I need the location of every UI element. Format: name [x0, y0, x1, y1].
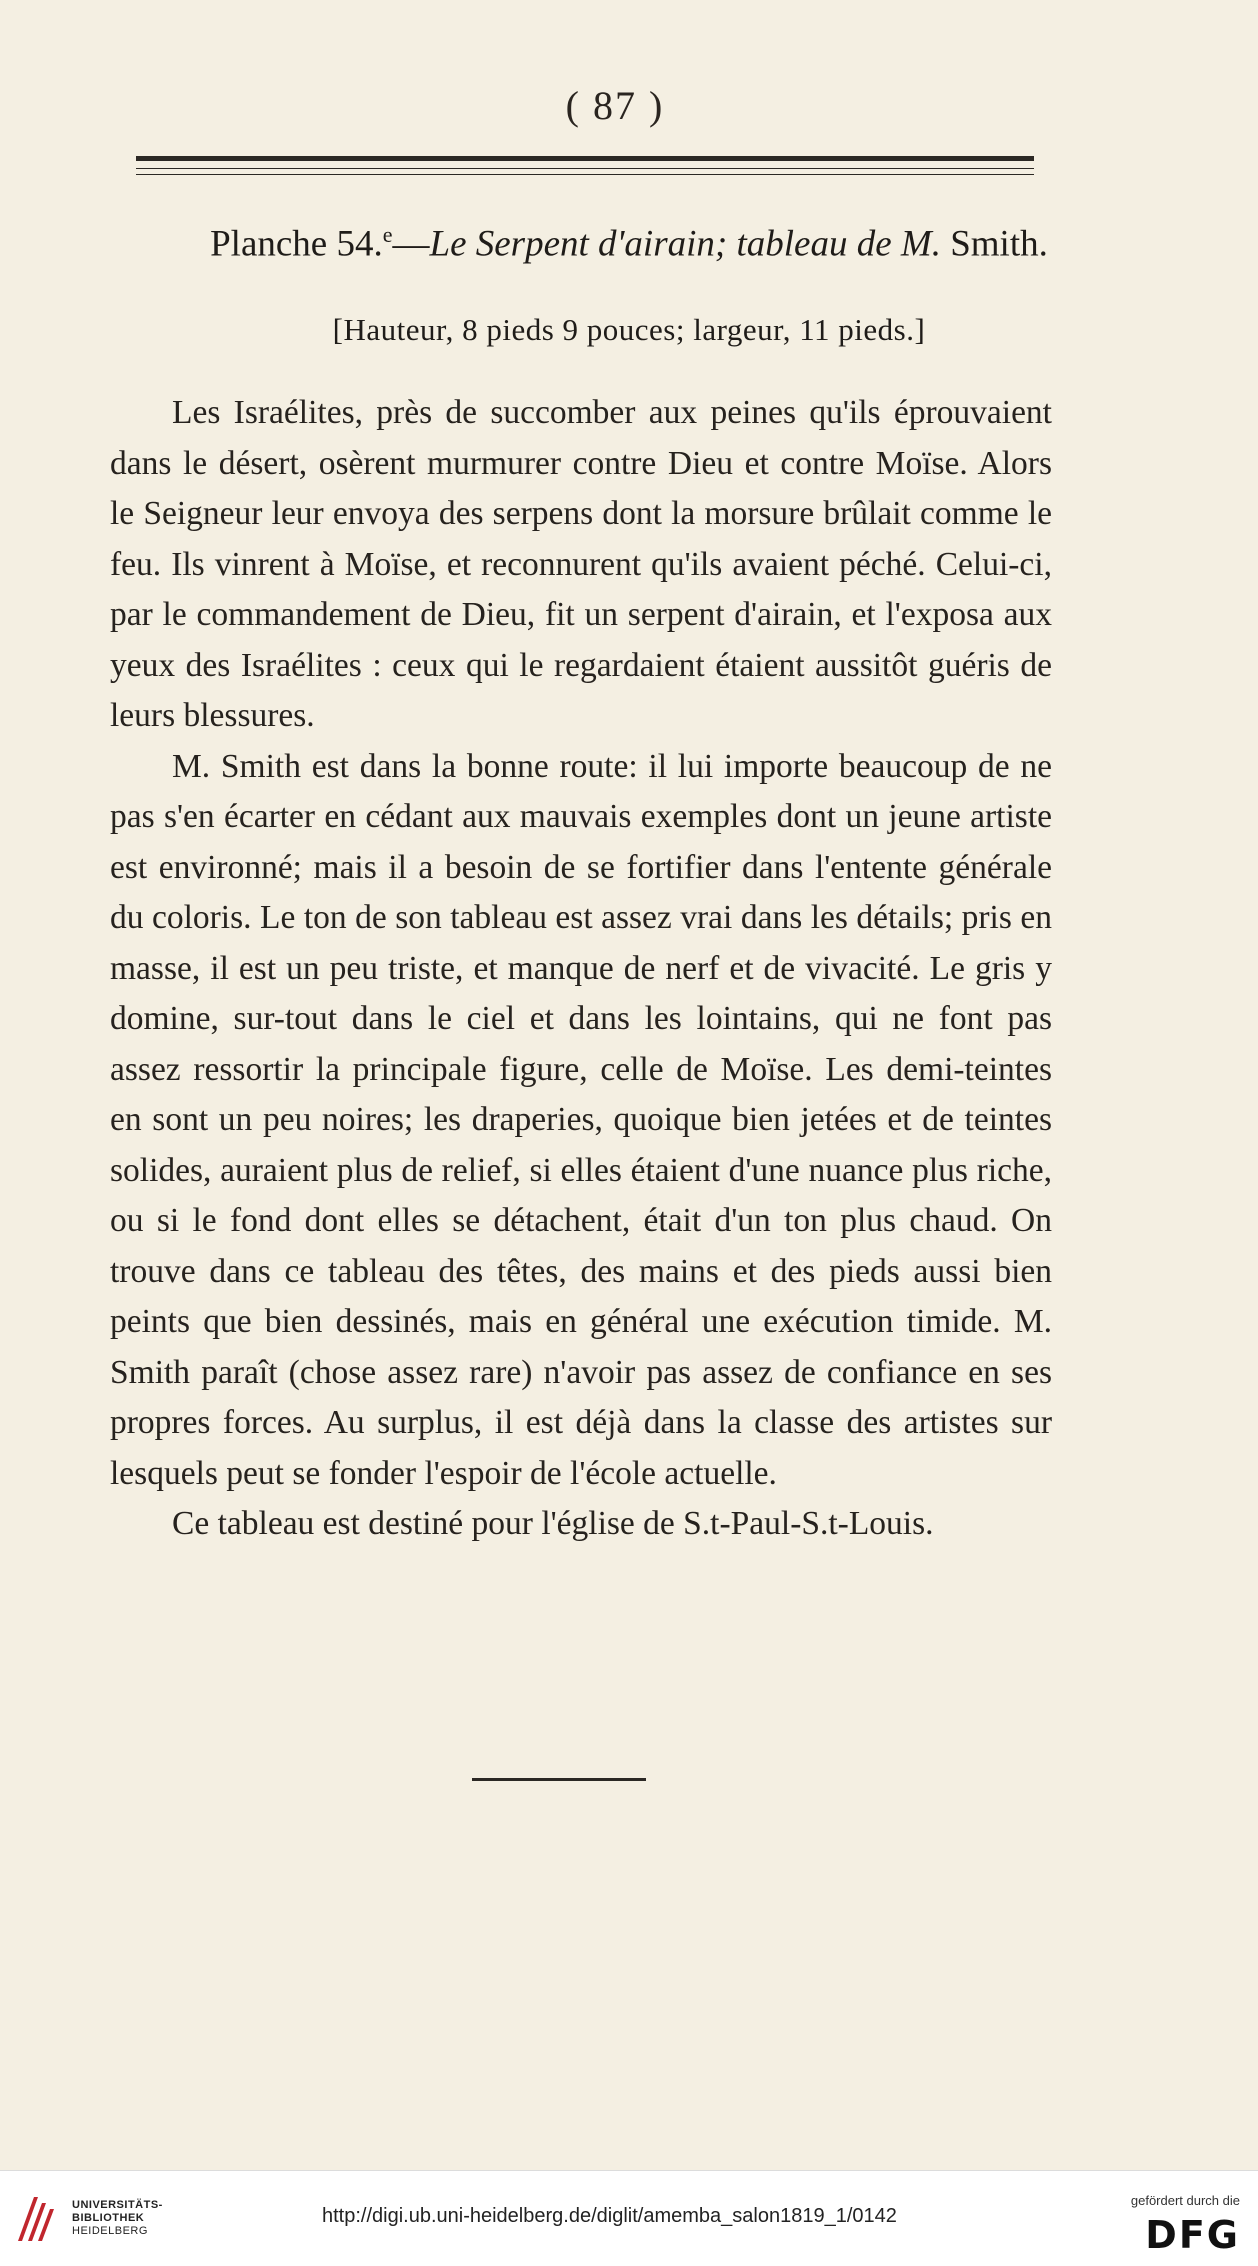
header-rule-thin [136, 168, 1034, 169]
body-text [110, 388, 1052, 1550]
plate-title [0, 222, 1258, 265]
title-prefix: Planche 54. [210, 223, 383, 265]
header-rule-thick [136, 156, 1034, 161]
header-rule-thin-2 [136, 174, 1034, 175]
dfg-logo: DFG [1145, 2213, 1240, 2257]
title-dash: — [392, 223, 430, 265]
library-name-line-1: UNIVERSITÄTS- [72, 2199, 163, 2211]
university-library-logo-icon [14, 2193, 56, 2245]
paragraph-1: Les Israélites, près de succomber aux peines qu'ils éprouvaient dans le désert, osèrent murmurer contre Dieu et contre Moïse. Alors le Seigneur leur envoya des serpens dont la morsure brûlait comme le feu. Ils vinrent à Moïse, et reconnurent qu'ils avaient péché. Celui-ci, par le commandement de Dieu, fit un serpent d'airain, et l'exposa aux yeux des Israélites : ceux qui le regardaient étaient aussitôt guéris de leurs blessures. [110, 394, 1052, 734]
library-name [72, 2199, 163, 2238]
paragraph-2: M. Smith est dans la bonne route: il lui importe beaucoup de ne pas s'en écarter en cédant aux mauvais exemples dont un jeune artiste est environné; mais il a besoin de se fortifier dans l'entente générale du coloris. Le ton de son tableau est assez vrai dans les détails; pris en masse, il est un peu triste, et manque de nerf et de vivacité. Le gris y domine, sur-tout dans le ciel et dans les lointains, qui ne font pas assez ressortir la principale figure, celle de Moïse. Les demi-teintes en sont un peu noires; les draperies, quoique bien jetées et de teintes solides, auraient plus de relief, si elles étaient d'une nuance plus riche, ou si le fond dont elles se détachent, était d'un ton plus chaud. On trouve dans ce tableau des têtes, des mains et des pieds aussi bien peints que bien dessinés, mais en général une exécution timide. M. Smith paraît (chose assez rare) n'avoir pas assez de confiance en ses propres forces. Au surplus, il est déjà dans la classe des artistes sur lesquels peut se fonder l'espoir de l'école actuelle. [110, 747, 1052, 1492]
title-suffix: Smith. [940, 223, 1048, 265]
page-number: ( 87 ) [565, 83, 665, 128]
paragraph-3: Ce tableau est destiné pour l'église de S.t-Paul-S.t-Louis. [172, 1505, 934, 1542]
dimensions-note: [Hauteur, 8 pieds 9 pouces; largeur, 11 pieds.] [332, 312, 926, 347]
end-rule [472, 1778, 646, 1781]
funding-caption: gefördert durch die [1130, 2193, 1240, 2208]
footer-bar [0, 2170, 1258, 2266]
title-italic: Le Serpent d'airain; tableau de M. [429, 223, 941, 265]
title-sup: e [382, 222, 393, 247]
library-name-line-3: HEIDELBERG [72, 2225, 148, 2237]
library-name-line-2: BIBLIOTHEK [72, 2212, 145, 2224]
permalink-url[interactable]: http://digi.ub.uni-heidelberg.de/diglit/amemba_salon1819_1/0142 [322, 2205, 897, 2227]
